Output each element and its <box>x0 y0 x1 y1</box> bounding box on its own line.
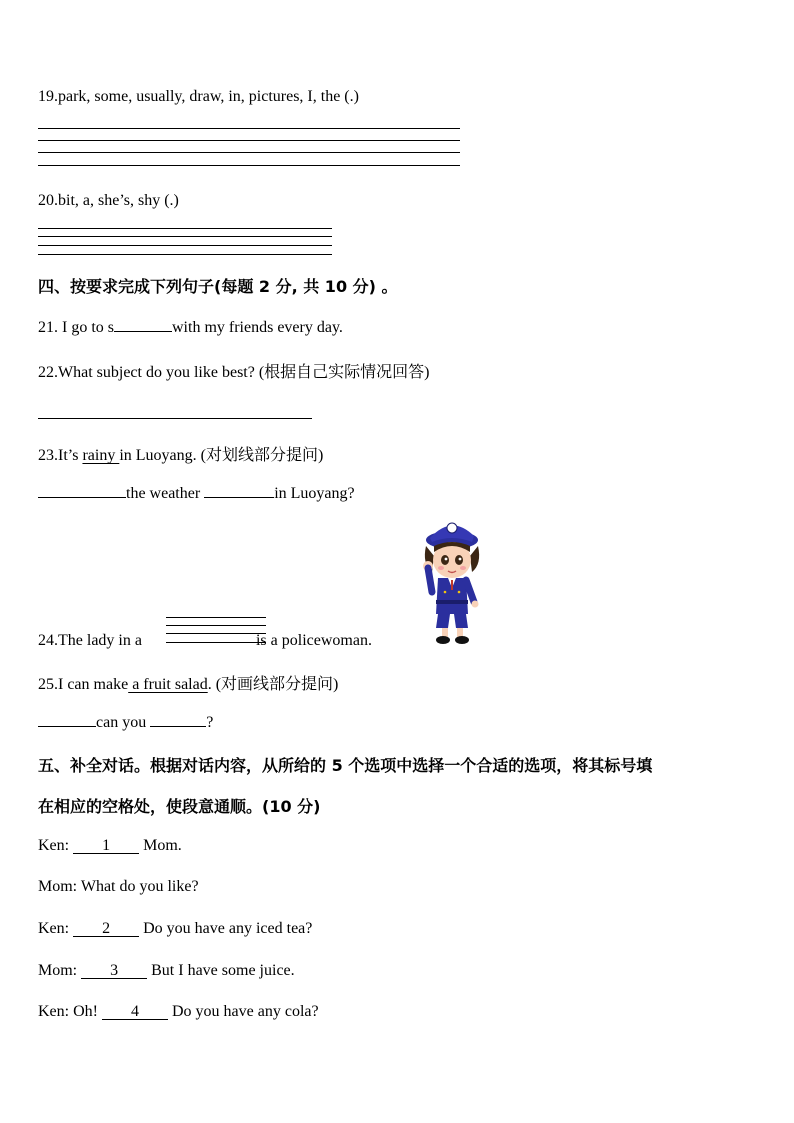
question-number: 21. <box>38 319 58 336</box>
question-number: 24. <box>38 632 58 649</box>
question-19 <box>38 88 359 106</box>
dialogue-blank[interactable]: 3 <box>81 964 147 979</box>
section-4-heading: 四、按要求完成下列句子(每题 2 分, 共 10 分) 。 <box>38 277 398 296</box>
dialogue-line <box>38 962 295 980</box>
dialogue-text-after: Do you have any iced tea? <box>139 920 313 937</box>
question-text-after: with my friends every day. <box>172 319 343 336</box>
fill-blank[interactable] <box>204 483 274 498</box>
dialogue-text-after: Do you have any cola? <box>168 1003 319 1020</box>
answer-line <box>38 245 332 246</box>
answer-line <box>38 165 460 166</box>
answer-line <box>38 254 332 255</box>
dialogue-text-after: Mom. <box>139 837 182 854</box>
question-number: 23. <box>38 447 58 464</box>
answer-line <box>166 617 266 618</box>
question-text-after: . (对画线部分提问) <box>207 676 339 693</box>
question-text-before: I go to s <box>58 319 114 336</box>
answer-line <box>38 140 460 141</box>
dialogue-line <box>38 878 199 896</box>
question-24 <box>38 632 372 650</box>
dialogue-blank[interactable]: 1 <box>73 839 139 854</box>
question-text: What subject do you like best? (根据自己实际情况回答) <box>58 364 430 381</box>
question-21 <box>38 317 343 337</box>
speaker: Mom: <box>38 962 78 979</box>
question-25 <box>38 671 338 694</box>
answer-line-22[interactable] <box>38 418 312 419</box>
answer-23 <box>38 483 355 503</box>
fill-blank[interactable] <box>150 712 206 727</box>
question-text: park, some, usually, draw, in, pictures, I, the (.) <box>58 88 359 105</box>
speaker: Mom: <box>38 878 78 895</box>
answer-text: can you <box>96 714 151 731</box>
dialogue-line <box>38 1003 319 1021</box>
dialogue-blank[interactable]: 4 <box>102 1005 168 1020</box>
fill-blank[interactable] <box>38 483 126 498</box>
answer-25 <box>38 712 213 732</box>
answer-line <box>38 236 332 237</box>
dialogue-text-after: But I have some juice. <box>147 962 295 979</box>
answer-line <box>38 228 332 229</box>
question-number: 25. <box>38 676 58 693</box>
question-number: 22. <box>38 364 58 381</box>
question-22 <box>38 359 430 382</box>
question-text-after: in Luoyang. (对划线部分提问) <box>119 447 324 464</box>
question-number: 19. <box>38 88 58 105</box>
fill-blank[interactable] <box>114 317 172 332</box>
dialogue-blank[interactable]: 2 <box>73 922 139 937</box>
underlined-phrase: a fruit salad <box>128 676 208 693</box>
answer-line <box>166 625 266 626</box>
policewoman-icon <box>418 516 486 646</box>
underlined-word: rainy <box>82 447 120 464</box>
answer-line <box>38 128 460 129</box>
answer-text-end: in Luoyang? <box>274 485 355 502</box>
dialogue-text-before: Oh! <box>69 1003 102 1020</box>
question-text-after: is a policewoman. <box>251 632 372 649</box>
fill-blank[interactable] <box>38 712 96 727</box>
answer-text-end: ? <box>206 714 214 731</box>
section-5-heading-line2: 在相应的空格处，使段意通顺。(10 分) <box>38 797 321 816</box>
speaker: Ken: <box>38 837 70 854</box>
dialogue-line <box>38 837 182 855</box>
question-text: bit, a, she’s, shy (.) <box>58 192 179 209</box>
question-text-before: I can make <box>58 676 129 693</box>
answer-line <box>38 152 460 153</box>
speaker: Ken: <box>38 920 70 937</box>
answer-text: the weather <box>126 485 205 502</box>
question-text-before: The lady in a <box>58 632 146 649</box>
question-number: 20. <box>38 192 58 209</box>
question-20 <box>38 192 179 210</box>
question-text-before: It’s <box>58 447 83 464</box>
dialogue-line <box>38 920 312 938</box>
dialogue-text: What do you like? <box>77 878 199 895</box>
speaker: Ken: <box>38 1003 70 1020</box>
question-23 <box>38 442 323 465</box>
section-5-heading-line1: 五、补全对话。根据对话内容，从所给的 5 个选项中选择一个合适的选项，将其标号填 <box>38 756 653 775</box>
